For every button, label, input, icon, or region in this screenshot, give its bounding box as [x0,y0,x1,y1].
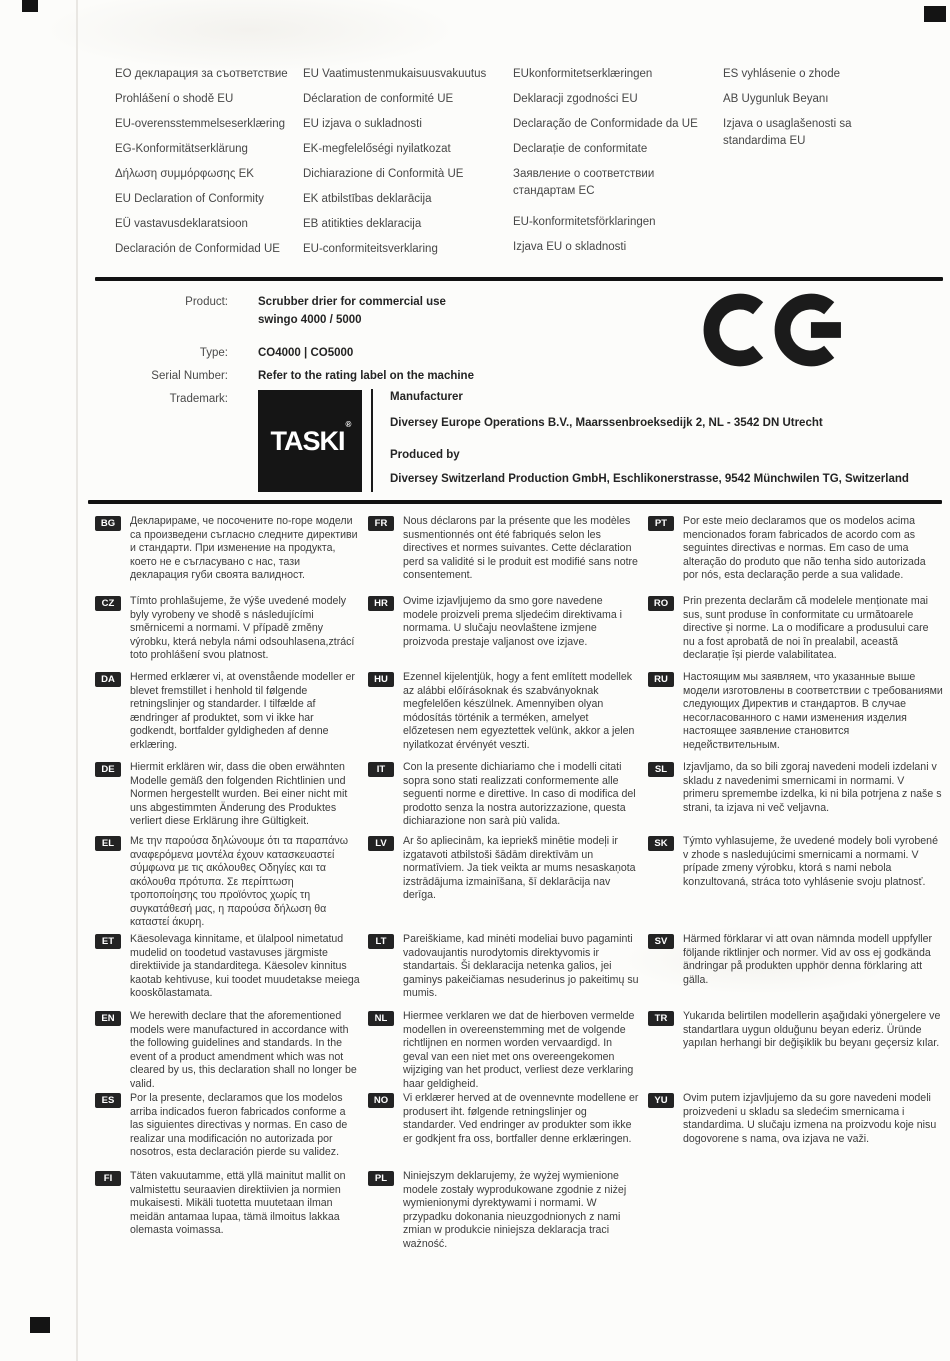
lang-badge-nl: NL [368,1011,394,1026]
declaration-text: Με την παρούσα δηλώνουμε ότι τα παραπάνω αναφερόμενα μοντέλα έχουν κατασκευαστεί σύμφωνα με τις ακόλουθες Οδηγίες και τα ακόλουθα πρότυπα. Σε περίπτωση τροποποίησης του προϊόντος χωρίς τη συγκατάθεσή μας, η παρούσα δήλωση θα καταστεί άκυρη. [130,835,348,928]
lang-badge-yu: YU [648,1093,674,1108]
doc-title: Prohlášení o shodě EU [115,93,234,105]
lang-badge-hr: HR [368,596,394,611]
lang-badge-bg: BG [95,516,121,531]
declaration-text: Niniejszym deklarujemy, że wyżej wymienione modele zostały wyprodukowane zgodnie z niżej wymienionymi dyrektywami i normami. W przypadku dokonania nieuzgodnionych z nami zmian w produkcie niniejsza deklaracja traci ważność. [403,1170,627,1250]
declaration-text: Prin prezenta declarăm că modelele menționate mai sus, sunt produse în conformitate cu următoarele directive și norme. La o modificare a produsului care nu a fost aprobată de noi în prealabil, această declarație își pierde valabilitatea. [683,595,929,661]
declaration-text: Por la presente, declaramos que los modelos arriba indicados fueron fabricados conforme a las siguientes directivas y normas. En caso de realizar una modificación no autorizada por nosotros, esta declaración pierde su validez. [130,1092,348,1158]
declaration-text: Käesolevaga kinnitame, et ülalpool nimetatud mudelid on toodetud vastavuses järgmiste direktiivide ja standarditega. Käesolev kinnitus kaotab kehtivuse, kui toodet muudetakse meiega kooskõlastamata. [130,933,360,999]
declaration-nl [368,1010,640,1092]
lang-badge-hu: HU [368,672,394,687]
doc-title: EK-megfelelőségi nyilatkozat [303,143,451,155]
doc-title: EK atbilstības deklarācija [303,193,432,205]
declaration-hr [368,595,640,671]
declaration-pl [368,1170,640,1270]
doc-title: EB atitikties deklaracija [303,218,422,230]
lang-badge-de: DE [95,762,121,777]
declaration-text: Pareiškiame, kad minėti modeliai buvo pagaminti vadovaujantis nurodytomis direktyvomis ir standartais. Ši deklaracija netenka galios, jei gaminys pakeičiamas nesuderinus jo pakeitimų su mumis. [403,933,639,999]
doc-title: EU Vaatimustenmukaisuusvakuutus [303,68,487,80]
doc-title: Deklaracji zgodności EU [513,93,638,105]
manufacturer-value: Diversey Europe Operations B.V., Maarssenbroeksedijk 2, NL - 3542 DN Utrecht [390,417,823,429]
declaration-text: Hiermee verklaren we dat de hierboven vermelde modellen in overeenstemming met de volgende richtlijnen en normen worden vervaardigd. In geval van een niet met ons overeengekomen wijziging van het product, verliest deze verklaring haar geldigheid. [403,1010,635,1090]
product-label: Product: [185,296,228,308]
declaration-de [95,761,360,835]
doc-title: EÜ vastavusdeklaratsioon [115,218,248,230]
declaration-text: Ovime izjavljujemo da smo gore navedene modele proizveli prema sljedećim direktivama i normama. U slučaju neovlaštene izmjene proizvoda prestaje valjanost ove izjave. [403,595,623,648]
declaration-text: Nous déclarons par la présente que les modèles susmentionnés ont été fabriqués selon les directives et normes suivantes. Cette déclaration perd sa validité si le produit est modifié sans notre consentement. [403,515,638,581]
doc-title: EG-Konformitätserklärung [115,143,248,155]
declaration-lt [368,933,640,1010]
product-value-line1: Scrubber drier for commercial use [258,296,446,308]
lang-badge-el: EL [95,836,121,851]
lang-badge-tr: TR [648,1011,674,1026]
lang-badge-da: DA [95,672,121,687]
lang-badge-sl: SL [648,762,674,777]
produced-by-value: Diversey Switzerland Production GmbH, Eschlikonerstrasse, 9542 Münchwilen TG, Switzerland [390,473,909,485]
declaration-text: Con la presente dichiariamo che i modelli citati sopra sono stati realizzati conformemente alle seguenti norme e direttive. In caso di modifica del prodotto senza la nostra autorizzazione, questa dichiarazione non sarà più valida. [403,761,636,827]
title-column-3 [513,66,708,264]
doc-title: EUkonformitetserklæringen [513,68,653,80]
declaration-text: Ovim putem izjavljujemo da su gore navedeni modeli proizvedeni u skladu sa sledećim smernicama i standardima. U slučaju izmena na proizvodu koje nisu dogovorene s nama, ova izjava ne važi. [683,1092,937,1145]
declarations-grid [95,515,943,1270]
doc-title: EU izjava o sukladnosti [303,118,422,130]
declaration-ro [648,595,943,671]
declaration-tr [648,1010,943,1092]
doc-title: Déclaration de conformité UE [303,93,454,105]
declaration-pt [648,515,943,595]
lang-badge-pt: PT [648,516,674,531]
type-value: CO4000 | CO5000 [258,347,354,359]
doc-title: EU-overensstemmelseserklæring [115,118,285,130]
taski-logo-text: TASKI® [270,419,351,456]
doc-title: AB Uygunluk Beyanı [723,93,829,105]
title-column-4 [723,66,893,158]
declaration-hu [368,671,640,761]
doc-title: Δήλωση συμμόρφωσης ΕΚ [115,168,254,180]
declaration-bg [95,515,360,595]
lang-badge-pl: PL [368,1171,394,1186]
doc-title: EU Declaration of Conformity [115,193,264,205]
lang-badge-no: NO [368,1093,394,1108]
declaration-lv [368,835,640,933]
lang-badge-sv: SV [648,934,674,949]
scan-artifact-mark [924,6,946,22]
declaration-text: Hermed erklærer vi, at ovenstående modeller er blevet fremstillet i henhold til følgende retningslinjer og standarder. I tilfælde af ændringer af produktet, som vi ikke har godkendt, bortfalder gyldigheden af denne erklæring. [130,671,355,751]
type-label: Type: [199,347,228,359]
lang-badge-fr: FR [368,516,394,531]
lang-badge-it: IT [368,762,394,777]
declaration-sk [648,835,943,933]
declaration-cz [95,595,360,671]
declaration-no [368,1092,640,1170]
trademark-label: Trademark: [169,393,228,405]
scan-edge-line [76,0,78,1361]
scan-artifact-mark [22,0,38,12]
doc-title: Izjava o usaglašenosti sa standardima EU [723,118,852,147]
product-value-line2: swingo 4000 / 5000 [258,314,362,326]
declaration-text: Ar šo apliecinām, ka iepriekš minētie modeļi ir izgatavoti atbilstoši šādām direktīvām un normatīviem. Ja tiek veikta ar mums nesaskaņota izstrādājuma izmainīšana, šī deklarācija nav derīga. [403,835,636,901]
manufacturer-heading: Manufacturer [390,391,463,403]
declaration-text: Hiermit erklären wir, dass die oben erwähnten Modelle gemäß den folgenden Richtlinien und Normen hergestellt wurden. Bei einer nicht mit uns abgestimmten Änderung des Produktes verliert diese Erklärung ihre Gültigkeit. [130,761,348,827]
declaration-text: Yukarıda belirtilen modellerin aşağıdaki yönergelere ve standartlara uygun olduğunu beyan ederiz. Üründe yapılan herhangi bir değişiklik bu beyanı geçersiz kılar. [683,1010,941,1049]
declaration-ru [648,671,943,761]
declaration-el [95,835,360,933]
declaration-text: Týmto vyhlasujeme, že uvedené modely boli vyrobené v zhode s nasledujúcimi smernicami a normami. V prípade zmeny výrobku, ktorá s nami nebola konzultovaná, stráca toto vyhlásenie svoju platnosť. [683,835,938,888]
declaration-text: Täten vakuutamme, että yllä mainitut mallit on valmistettu seuraavien direktiivien ja normien mukaisesti. Mikäli tuotetta muutetaan ilman meidän antamaa lupaa, tämä ilmoitus lakkaa olemasta voimassa. [130,1170,346,1236]
declaration-fi [95,1170,360,1270]
serial-number-value: Refer to the rating label on the machine [258,370,474,382]
declaration-text: Tímto prohlašujeme, že výše uvedené modely byly vyrobeny ve shodě s následujícími směrnicemi a normami. V případě změny výrobku, která nebyla námi odsouhlasena,ztrácí toto prohlášení svou platnost. [130,595,355,661]
declaration-text: Izjavljamo, da so bili zgoraj navedeni modeli izdelani v skladu z navedenimi smernicami in normami. V primeru spremembe izdelka, ki ni bila potrjena z naše s strani, ta izjava ni več veljavna. [683,761,942,814]
doc-title: EU-konformitetsförklaringen [513,216,656,228]
lang-badge-lv: LV [368,836,394,851]
declaration-text: Декларираме, че посочените по-горе модели са произведени съгласно следните директиви и стандарти. При изменение на продукта, което не е съгласувано с нас, тази декларация губи своята валидност. [130,515,358,581]
declaration-es [95,1092,360,1170]
doc-title: Declarație de conformitate [513,143,648,155]
lang-badge-ru: RU [648,672,674,687]
lang-badge-ro: RO [648,596,674,611]
declaration-text: Ezennel kijelentjük, hogy a fent említett modellek az alábbi előírásoknak és szabványoknak megfelelően készülnek. Amennyiben olyan módosítás történik a terméken, amelyet előzetesen nem egyeztettek velünk, akkor a jelen nyilatkozat érvényét veszti. [403,671,635,751]
produced-by-heading: Produced by [390,449,460,461]
declaration-da [95,671,360,761]
lang-badge-cz: CZ [95,596,121,611]
doc-title: ЕО декларация за съответствие [115,68,288,80]
serial-number-label: Serial Number: [151,370,228,382]
declaration-yu [648,1092,943,1170]
declaration-sl [648,761,943,835]
doc-title: EU-conformiteitsverklaring [303,243,438,255]
doc-title: Заявление о соответствии стандартам ЕС [513,168,655,197]
lang-badge-es: ES [95,1093,121,1108]
declaration-fr [368,515,640,595]
vertical-divider [371,389,373,492]
horizontal-rule [88,500,942,504]
declaration-text: We herewith declare that the aforementioned models were manufactured in accordance with the following guidelines and standards. In the event of a product amendment which was not cleared by us, this declaration shall no longer be valid. [130,1010,357,1090]
declaration-it [368,761,640,835]
declaration-en [95,1010,360,1092]
taski-logo [258,390,362,492]
declaration-sv [648,933,943,1010]
registered-mark-icon: ® [345,419,351,429]
lang-badge-et: ET [95,934,121,949]
declaration-text: Vi erklærer herved at de ovennevnte modellene er produsert iht. følgende retningslinjer og standarder. Ved endringer av produkter som ikke er godkjent fra oss, bortfaller denne erklæringen. [403,1092,639,1145]
title-column-2 [303,66,508,266]
ce-mark-icon [702,278,852,382]
declaration-text: Por este meio declaramos que os modelos acima mencionados foram fabricados de acordo com as seguintes directivas e normas. Em caso de uma alteração do produto que não tenha sido autorizada por nós, esta declaração perde a sua validade. [683,515,926,581]
lang-badge-en: EN [95,1011,121,1026]
declaration-text: Настоящим мы заявляем, что указанные выше модели изготовлены в соответствии с требованиями следующих Директив и стандартов. В случае несогласованного с нами изменения изделия настоящее заявление становится недействительным. [683,671,943,751]
scan-artifact-mark [30,1317,50,1333]
lang-badge-fi: FI [95,1171,121,1186]
title-column-1 [115,66,300,266]
doc-title: Declaração de Conformidade da UE [513,118,698,130]
doc-title: Declaración de Conformidad UE [115,243,280,255]
declaration-text: Härmed förklarar vi att ovan nämnda modell uppfyller följande riktlinjer och normer. Vid av oss ej godkända ändringar på produkten upphör denna förklaring att gälla. [683,933,933,986]
doc-title: ES vyhlásenie o zhode [723,68,840,80]
lang-badge-sk: SK [648,836,674,851]
doc-title: Izjava EU o skladnosti [513,241,627,253]
declaration-et [95,933,360,1010]
doc-title: Dichiarazione di Conformità UE [303,168,464,180]
lang-badge-lt: LT [368,934,394,949]
